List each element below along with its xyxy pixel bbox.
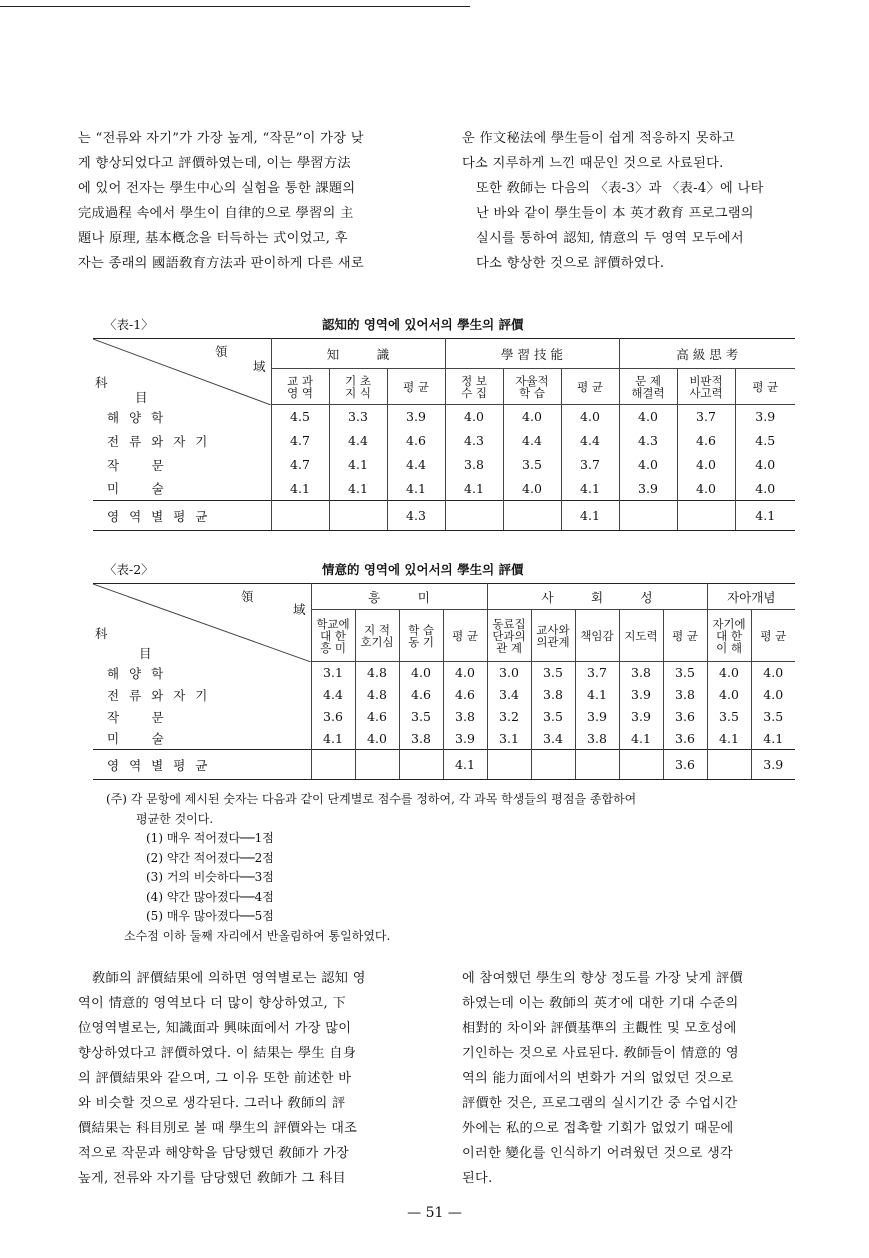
table2-cell: 4.0: [443, 662, 487, 684]
bottom-left-text-line: 역이 情意的 영역보다 더 많이 향상하였고, 下: [78, 996, 346, 1011]
table1-row-subject: 전류와자기: [93, 429, 271, 453]
bottom-left-text-line: 價結果는 科目別로 볼 때 學生의 評價와는 대조: [78, 1121, 358, 1136]
top-right-p1-text-line: 다소 지루하게 느낀 때문인 것으로 사료된다.: [462, 156, 724, 171]
table2-subheader: [311, 610, 355, 662]
page-number: — 51 —: [407, 1205, 462, 1221]
table1-corner-bottom: 目: [135, 390, 148, 405]
table-row: [93, 477, 795, 501]
table2-subheader: [399, 610, 443, 662]
table2-avg-cell: [575, 750, 619, 780]
table2-cell: 3.1: [311, 662, 355, 684]
bottom-right-text-line: 역의 能力面에서의 변화가 거의 없었던 것으로: [462, 1071, 734, 1086]
table1-subheader-text: 평 균: [577, 379, 603, 394]
bottom-right-text-line: 된다.: [462, 1171, 493, 1186]
table1-subheader: [677, 369, 735, 405]
table2-cell: 3.5: [399, 706, 443, 728]
top-left-text-line: 는 “전류와 자기”가 가장 높게, “작문”이 가장 낮: [78, 131, 364, 146]
table2-cell: 3.5: [531, 706, 575, 728]
table1-subheader: [561, 369, 619, 405]
top-left-text-line: 자는 종래의 國語敎育方法과 판이하게 다른 새로: [78, 256, 364, 271]
table2-subheader-text: 평 균: [672, 628, 698, 643]
bottom-left-text-line: 높게, 전류와 자기를 담당했던 敎師가 그 科目: [78, 1171, 346, 1186]
table1-cell: 4.4: [561, 429, 619, 453]
table2-row-subject: 해양학: [93, 662, 311, 684]
table2-avg-cell: [487, 750, 531, 780]
table-notes: [108, 790, 636, 946]
table1-cell: 4.0: [619, 405, 677, 429]
table2-subheader: [443, 610, 487, 662]
table1-cell: 4.3: [445, 429, 503, 453]
table1-subheader: [503, 369, 561, 405]
top-rule: [0, 6, 470, 7]
table1-label: 〈表-1〉: [104, 317, 154, 332]
table1-subheader-text: 학 습: [519, 385, 545, 400]
table1-subheader-text: 자율적: [515, 373, 549, 388]
table2-subheader: [751, 610, 795, 662]
table2-avg-cell: 3.9: [751, 750, 795, 780]
table2-cell: 3.5: [531, 662, 575, 684]
table1-cell: 4.4: [329, 429, 387, 453]
top-right-p2-text-line: 실시를 통하여 認知, 情意의 두 영역 모두에서: [476, 231, 744, 246]
table1-cell: 3.9: [619, 477, 677, 501]
table2-subheader-text: 지도력: [624, 628, 658, 643]
table1-cell: 4.7: [271, 453, 329, 477]
table2-cell: 4.1: [575, 684, 619, 706]
table2-cell: 4.0: [751, 662, 795, 684]
table2-cell: 3.8: [443, 706, 487, 728]
table2-subheader-text: 평 균: [760, 628, 787, 643]
table2-corner-left: 科: [95, 626, 108, 641]
table2-cell: 4.1: [751, 728, 795, 750]
table2-row-subject: 작 문: [93, 706, 311, 728]
table2-cell: 3.9: [575, 706, 619, 728]
table1-cell: 4.1: [561, 477, 619, 501]
table2-cell: 3.5: [751, 706, 795, 728]
table1-corner-cell: [93, 339, 271, 405]
table2-cell: 3.4: [487, 684, 531, 706]
table1-cell: 4.0: [677, 477, 735, 501]
table2: [93, 583, 795, 780]
table-row: [93, 453, 795, 477]
bottom-right-text-line: 이러한 變化를 인식하기 어려웠던 것으로 생각: [462, 1146, 734, 1161]
table1-subheader-text: 평 균: [403, 379, 429, 394]
table2-subheader-text: 호기심: [360, 634, 394, 649]
table2-cell: 4.0: [707, 662, 751, 684]
table2-corner-top: 領: [241, 589, 254, 604]
table1-cell: 4.1: [445, 477, 503, 501]
table2-cell: 4.6: [399, 684, 443, 706]
bottom-right-text-line: 評價한 것은, 프로그램의 실시기간 중 수업시간: [462, 1096, 738, 1111]
note-line-2: 평균한 것이다.: [136, 811, 214, 826]
bottom-left-text-line: 적으로 작문과 해양학을 담당했던 敎師가 가장: [78, 1146, 350, 1161]
table2-cell: 3.5: [663, 662, 707, 684]
note-line-1: (주) 각 문항에 제시된 숫자는 다음과 같이 단계별로 점수를 정하여, 각 과목 학생들의 평점을 종합하여: [106, 792, 637, 806]
table2-group-interest: 흥 미: [311, 584, 487, 610]
table2-avg-cell: [355, 750, 399, 780]
table2-cell: 3.2: [487, 706, 531, 728]
table-row: [93, 684, 795, 706]
table2-avg-label: 영역별평균: [93, 750, 311, 780]
bottom-left-text-line: 敎師의 評價結果에 의하면 영역별로는 認知 영: [92, 971, 366, 986]
table1-subheader: [387, 369, 445, 405]
table1: [93, 338, 795, 531]
table2-title: 情意的 영역에 있어서의 學生의 評價: [322, 562, 524, 577]
table1-row-subject: 해양학: [93, 405, 271, 429]
table1-cell: 4.6: [387, 429, 445, 453]
table2-cell: 3.5: [707, 706, 751, 728]
table2-cell: 3.8: [399, 728, 443, 750]
table2-subheader-text: 관 계: [496, 640, 522, 655]
table1-subheader: [445, 369, 503, 405]
table2-cell: 3.8: [663, 684, 707, 706]
table1-cell: 4.1: [329, 453, 387, 477]
top-left-column: [78, 126, 438, 276]
bottom-left-text-line: 位영역별로는, 知識面과 興味面에서 가장 많이: [78, 1021, 352, 1036]
table2-cell: 4.8: [355, 684, 399, 706]
table1-cell: 4.6: [677, 429, 735, 453]
table2-subheader-text: 자기에: [712, 616, 746, 631]
bottom-right-text-line: 하였는데 이는 敎師의 英才에 대한 기대 수준의: [462, 996, 739, 1011]
note-scale-item: (2) 약간 적어졌다──2점: [146, 850, 274, 865]
table2-avg-cell: [531, 750, 575, 780]
table2-cell: 3.6: [663, 706, 707, 728]
table1-cell: 4.3: [619, 429, 677, 453]
top-right-p2-text-line: 다소 향상한 것으로 評價하였다.: [476, 256, 665, 271]
table2-cell: 4.0: [707, 684, 751, 706]
table2-cell: 4.0: [355, 728, 399, 750]
table2-cell: 3.4: [531, 728, 575, 750]
table1-corner-top: 領: [215, 344, 228, 359]
table1-cell: 3.7: [677, 405, 735, 429]
table2-subheader-text: 책임감: [580, 628, 614, 643]
table1-subheader-text: 평 균: [752, 379, 779, 394]
table1-avg-cell: [619, 501, 677, 531]
table1-subheader-text: 정 보: [461, 373, 487, 388]
top-right-p1-text-line: 운 作文秘法에 學生들이 쉽게 적응하지 못하고: [462, 131, 735, 146]
bottom-left-text-line: 와 비슷할 것으로 생각된다. 그러나 敎師의 評: [78, 1096, 346, 1111]
table1-corner-diagonal: [93, 339, 271, 405]
table2-corner-cell: [93, 584, 311, 662]
table2-cell: 3.6: [311, 706, 355, 728]
bottom-left-column: [78, 966, 438, 1191]
bottom-right-text-line: 에 참여했던 學生의 향상 정도를 가장 낮게 評價: [462, 971, 743, 986]
top-left-text-line: 에 있어 전자는 學生中心의 실험을 통한 課題의: [78, 181, 356, 196]
table1-avg-cell: [445, 501, 503, 531]
table1-row-subject: 미 술: [93, 477, 271, 501]
table2-subheader: [663, 610, 707, 662]
table2-avg-cell: [707, 750, 751, 780]
table2-cell: 3.9: [443, 728, 487, 750]
table2-subheader-text: 학 습: [408, 622, 434, 637]
table1-group-knowledge: 知 識: [271, 339, 445, 369]
table1-cell: 3.8: [445, 453, 503, 477]
table2-cell: 3.6: [663, 728, 707, 750]
table2-cell: 4.1: [311, 728, 355, 750]
table2-subheader-text: 지 적: [364, 622, 390, 637]
table2-subheader-text: 이 해: [716, 640, 742, 655]
table2-cell: 3.7: [575, 662, 619, 684]
table2-subheader-text: 교사와: [536, 622, 570, 637]
table2-cell: 4.6: [355, 706, 399, 728]
table1-subheader-text: 비판적: [689, 373, 723, 388]
table2-subheader: [619, 610, 663, 662]
table1-subheader-text: 사고력: [689, 385, 723, 400]
table1-cell: 3.9: [735, 405, 795, 429]
table2-subheader-text: 동료집: [492, 616, 526, 631]
table1-subheader-text: 수 집: [461, 385, 487, 400]
table2-cell: 3.8: [575, 728, 619, 750]
table1-group-higher-thinking: 高 級 思 考: [619, 339, 795, 369]
table2-subheader-text: 흥 미: [320, 640, 346, 655]
bottom-right-text-line: 外에는 私的으로 접촉할 기회가 없었기 때문에: [462, 1121, 734, 1136]
table2-avg-cell: [311, 750, 355, 780]
table2-subheader-text: 평 균: [452, 628, 478, 643]
table2-subheader-text: 학교에: [316, 616, 350, 631]
note-scale-item: (4) 약간 많아졌다──4점: [146, 889, 274, 904]
table1-cell: 4.1: [387, 477, 445, 501]
table1-cell: 4.0: [677, 453, 735, 477]
table1-cell: 4.5: [271, 405, 329, 429]
table1-cell: 4.0: [735, 453, 795, 477]
table1-subheader-text: 문 제: [635, 373, 661, 388]
table1-group-learning-skills: 學 習 技 能: [445, 339, 619, 369]
table1-subheader-text: 해결력: [631, 385, 665, 400]
top-left-text-line: 題나 原理, 基本槪念을 터득하는 式이었고, 후: [78, 231, 348, 246]
table1-title: 認知的 영역에 있어서의 學生의 評價: [322, 317, 524, 332]
table2-corner-right: 域: [293, 602, 306, 617]
table1-cell: 4.1: [329, 477, 387, 501]
top-left-text-line: 게 향상되었다고 評價하였는데, 이는 學習方法: [78, 156, 351, 171]
bottom-right-column: [462, 966, 822, 1191]
table1-subheader: [619, 369, 677, 405]
table1-corner-left: 科: [95, 375, 108, 390]
table1-cell: 3.3: [329, 405, 387, 429]
table2-row-subject: 미 술: [93, 728, 311, 750]
table1-cell: 3.9: [387, 405, 445, 429]
table1-subheader-text: 지 식: [345, 385, 371, 400]
table2-cell: 4.1: [707, 728, 751, 750]
note-scale-item: (5) 매우 많아졌다──5점: [146, 909, 274, 923]
table1-avg-cell: [329, 501, 387, 531]
table2-cell: 3.9: [619, 706, 663, 728]
table-row: [93, 405, 795, 429]
table2-subheader: [531, 610, 575, 662]
table2-subheader-text: 동 기: [408, 634, 434, 649]
table2-corner-diagonal: [93, 584, 311, 662]
bottom-right-text-line: 相對的 차이와 評價基準의 主觀性 및 모호성에: [462, 1021, 737, 1036]
table1-avg-cell: [677, 501, 735, 531]
table2-subheader-text: 대 한: [716, 628, 742, 643]
table1-avg-cell: 4.1: [735, 501, 795, 531]
table1-avg-label: 영역별평균: [93, 501, 271, 531]
table2-group-self-concept: 자아개념: [707, 584, 795, 610]
top-right-p2-text-line: 또한 敎師는 다음의 〈表-3〉과 〈表-4〉에 나타: [476, 181, 764, 196]
table1-cell: 4.0: [445, 405, 503, 429]
table2-group-sociality: 사 회 성: [487, 584, 707, 610]
table1-subheader: [329, 369, 387, 405]
note-rounding: 소수점 이하 둘째 자리에서 반올림하여 통일하였다.: [124, 928, 391, 943]
table2-cell: 3.8: [531, 684, 575, 706]
bottom-left-text-line: 향상하였다고 評價하였다. 이 結果는 學生 自身: [78, 1046, 357, 1061]
table1-cell: 4.0: [619, 453, 677, 477]
table2-cell: 4.4: [311, 684, 355, 706]
table1-avg-cell: [503, 501, 561, 531]
table2-avg-cell: 4.1: [443, 750, 487, 780]
table1-cell: 3.5: [503, 453, 561, 477]
table1-subheader: [271, 369, 329, 405]
table1-cell: 4.0: [503, 405, 561, 429]
table2-subheader: [575, 610, 619, 662]
table2-corner-bottom: 目: [139, 646, 152, 661]
table2-avg-cell: [619, 750, 663, 780]
note-scale-item: (1) 매우 적어졌다──1점: [146, 831, 274, 845]
top-right-column: [462, 126, 822, 276]
table2-cell: 4.1: [619, 728, 663, 750]
table2-subheader: [707, 610, 751, 662]
table1-avg-cell: [271, 501, 329, 531]
table2-subheader: [487, 610, 531, 662]
table2-cell: 3.9: [619, 684, 663, 706]
table1-subheader-text: 교 과: [287, 373, 313, 388]
top-right-p2-text-line: 난 바와 같이 學生들이 本 英才敎育 프로그램의: [476, 206, 754, 221]
table2-subheader-text: 단과의: [492, 628, 526, 643]
table2-subheader: [355, 610, 399, 662]
table1-cell: 4.0: [735, 477, 795, 501]
table2-row-subject: 전류와자기: [93, 684, 311, 706]
table2-avg-cell: [399, 750, 443, 780]
table2-cell: 3.8: [619, 662, 663, 684]
table-row: [93, 429, 795, 453]
top-left-text-line: 完成過程 속에서 學生이 自律的으로 學習의 主: [78, 206, 354, 221]
table2-cell: 4.8: [355, 662, 399, 684]
table1-row-subject: 작 문: [93, 453, 271, 477]
table2-subheader-text: 의관계: [536, 634, 570, 649]
table-row: [93, 662, 795, 684]
note-scale-item: (3) 거의 비슷하다──3점: [146, 870, 274, 884]
table1-cell: 3.7: [561, 453, 619, 477]
table2-cell: 4.0: [751, 684, 795, 706]
table2-cell: 4.6: [443, 684, 487, 706]
table2-cell: 3.0: [487, 662, 531, 684]
table1-corner-right: 域: [253, 359, 266, 374]
table2-cell: 4.0: [399, 662, 443, 684]
bottom-right-text-line: 기인하는 것으로 사료된다. 敎師들이 情意的 영: [462, 1046, 739, 1061]
table2-subheader-text: 대 한: [320, 628, 346, 643]
table1-cell: 4.7: [271, 429, 329, 453]
table1-cell: 4.4: [387, 453, 445, 477]
table1-subheader: [735, 369, 795, 405]
table1-subheader-text: 기 초: [345, 373, 371, 388]
table1-subheader-text: 영 역: [287, 385, 313, 400]
table1-cell: 4.5: [735, 429, 795, 453]
table2-label: 〈表-2〉: [104, 562, 154, 577]
table1-cell: 4.1: [271, 477, 329, 501]
table-row: [93, 728, 795, 750]
table1-avg-cell: 4.1: [561, 501, 619, 531]
table1-avg-cell: 4.3: [387, 501, 445, 531]
table-row: [93, 706, 795, 728]
bottom-left-text-line: 의 評價結果와 같으며, 그 이유 또한 前述한 바: [78, 1071, 352, 1086]
table1-cell: 4.0: [561, 405, 619, 429]
table1-cell: 4.0: [503, 477, 561, 501]
table1-cell: 4.4: [503, 429, 561, 453]
table2-avg-cell: 3.6: [663, 750, 707, 780]
table2-cell: 3.1: [487, 728, 531, 750]
